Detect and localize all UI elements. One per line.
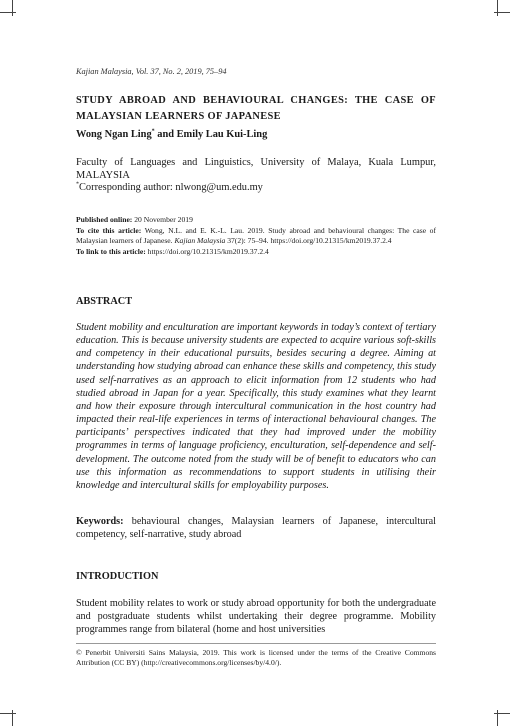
abstract-heading: ABSTRACT xyxy=(76,296,133,307)
published-date: 20 November 2019 xyxy=(132,215,193,224)
cite-text-1: Wong, N.L. and E. K.-L. Lau. 2019. Study abroad and behavioural changes: The case of Malaysian learners of Japanese. xyxy=(76,225,436,246)
author-1: Wong Ngan Ling xyxy=(76,129,152,140)
footer-divider xyxy=(76,643,436,644)
keywords-label: Keywords: xyxy=(76,516,124,527)
cite-text-2[interactable]: 37(2): 75–94. https://doi.org/10.21315/km2019.37.2.4 xyxy=(225,236,392,246)
corresponding-mark: * xyxy=(76,181,79,188)
crop-mark-bottom-left-h xyxy=(0,713,16,714)
publication-info xyxy=(76,215,436,257)
author-line xyxy=(76,129,267,140)
introduction-body: Student mobility relates to work or study abroad opportunity for both the undergraduate and postgraduate students whilst undertaking their degree programme. Mobility programmes range from bilateral (home and host universities xyxy=(76,598,436,636)
published-online-line xyxy=(76,215,436,226)
corresponding-author-mark: * xyxy=(151,128,155,135)
crop-mark-top-right-h xyxy=(494,12,510,13)
corresponding-author-line xyxy=(76,182,263,193)
doi-link[interactable]: https://doi.org/10.21315/km2019.37.2.4 xyxy=(145,246,269,256)
author-2: Emily Lau Kui-Ling xyxy=(176,129,268,140)
crop-mark-top-left-h xyxy=(0,12,16,13)
author-joiner: and xyxy=(154,129,177,140)
journal-citation-line: Kajian Malaysia, Vol. 37, No. 2, 2019, 75–94 xyxy=(76,67,227,76)
affiliation: Faculty of Languages and Linguistics, University of Malaya, Kuala Lumpur, MALAYSIA xyxy=(76,157,436,181)
crop-mark-top-left-v xyxy=(12,0,13,16)
abstract-body: Student mobility and enculturation are important keywords in today’s context of tertiary education. This is because university students are expected to acquire various soft-skills and competency in their educational pursuits, besides securing a degree. Aiming at understanding how studying abroad can enhance these skills and competency, this study used self-narratives as an approach to elicit information from 12 students who had studied abroad in Japan for a year. Specifically, this study examines what they learnt and how their exposure through intercultural communication in the host country had impacted their real-life experiences in terms of interactional behavioural changes. The participants’ perspectives indicated that they had improved under the mobility programmes in terms of language proficiency, enculturation, self-dependence and self-development. The outcome noted from the study will be of benefit to educators who can use this information as recommendations to support students in utilising their knowledge and intercultural skills for employability purposes. xyxy=(76,322,436,491)
link-label: To link to this article: xyxy=(76,246,146,256)
cite-journal: Kajian Malaysia xyxy=(174,236,226,246)
published-label: Published online: xyxy=(76,215,133,224)
crop-mark-top-right-v xyxy=(497,0,498,16)
license-footer: © Penerbit Universiti Sains Malaysia, 2019. This work is licensed under the terms of the Creative Commons Attribution (CC BY) (http://creativecommons.org/licenses/by/4.0/). xyxy=(76,648,436,668)
cite-label: To cite this article: xyxy=(76,225,142,235)
article-link-line xyxy=(76,247,436,258)
corresponding-author-email: Corresponding author: nlwong@um.edu.my xyxy=(79,182,263,193)
crop-mark-bottom-right-h xyxy=(494,713,510,714)
article-title: STUDY ABROAD AND BEHAVIOURAL CHANGES: THE CASE OF MALAYSIAN LEARNERS OF JAPANESE xyxy=(76,95,436,122)
citation-line xyxy=(76,226,436,247)
introduction-heading: INTRODUCTION xyxy=(76,571,159,582)
keywords-list: behavioural changes, Malaysian learners of Japanese, intercultural competency, self-narrative, study abroad xyxy=(76,516,436,541)
keywords xyxy=(76,515,436,541)
